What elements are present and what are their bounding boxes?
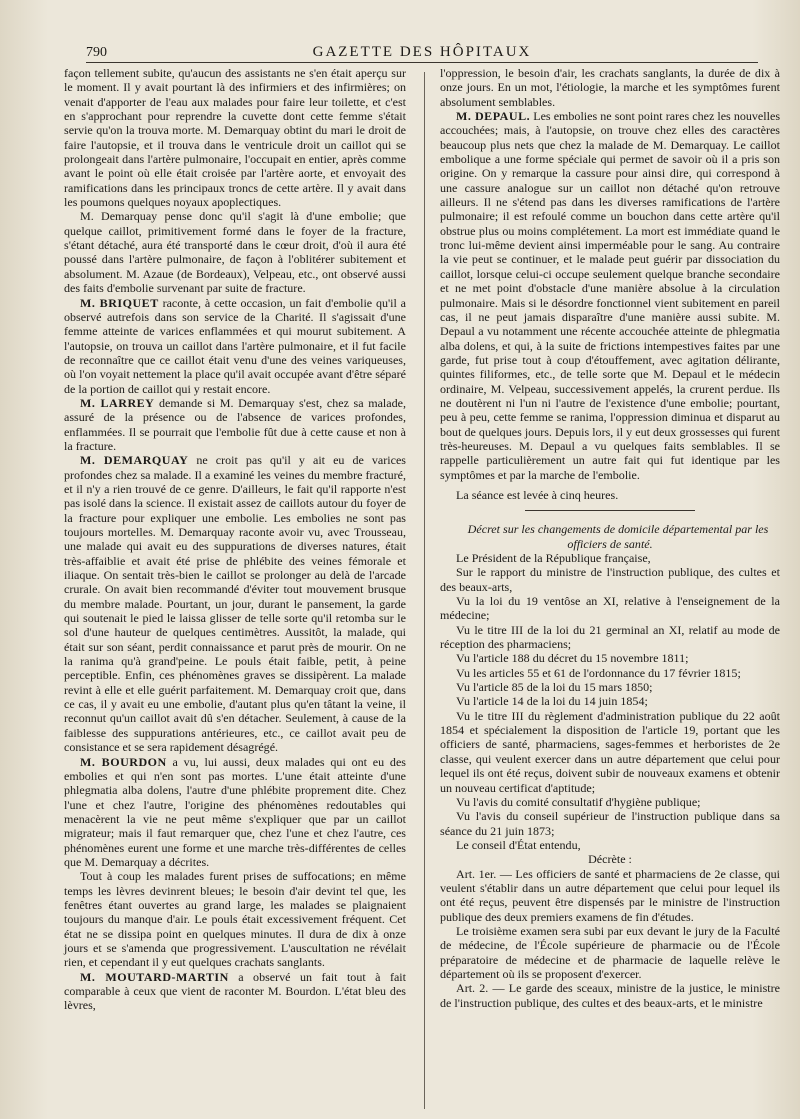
paragraph-text: La séance est levée à cinq heures.	[456, 487, 619, 502]
paragraph	[440, 680, 780, 694]
paragraph-text: demande si M. Demarquay s'est, chez sa malade, assuré de la présence ou de l'absence de varices profondes, enflammées. Il se pourrait que l'embolie fût due à cette cause et non à la fracture.	[64, 395, 407, 453]
paragraph-text: Vu l'avis du conseil supérieur de l'instruction publique dans sa séance du 21 juin 1873;	[440, 809, 780, 838]
paragraph-text: Le conseil d'État entendu,	[456, 837, 581, 852]
paragraph	[440, 981, 780, 1010]
paragraph	[440, 651, 780, 665]
page-header	[86, 40, 758, 63]
paragraph-text: Art. 1er. — Les officiers de santé et pharmaciens de 2e classe, qui veulent s'établir dans un autre département que celui pour lequel ils ont été reçus, peuvent être dispensés par le ministre de l'instruction publique des deux premiers examens de fin d'études.	[440, 866, 780, 924]
paragraph-text: façon tellement subite, qu'aucun des assistants ne s'en était aperçu sur le moment. Il y avait pourtant là des infirmiers et des infirmières; on venait d'apporter de l'eau aux malades pour faire leur toilette, et c'est en s'approchant pour reprendre la cuvette dont cette femme s'était servie qu'on la trouva morte. M. Demarquay obtint du mari le droit de faire l'autopsie, et il trouva dans le ventricule droit un caillot qui se prolongeait dans l'artère pulmonaire, l'occupait en entier, après comme avant le point où elle était croisée par l'artère aorte, et envoyait des ramifications dans les principaux troncs de cette artère. Il y avait dans les poumons quelques noyaux apoplectiques.	[64, 66, 406, 210]
paragraph-text: Vu le titre III du règlement d'administration publique du 22 août 1854 et spécialement la disposition de l'article 19, portant que les officiers de santé, pharmaciens, sages-femmes et herboristes de 2e classe, qui veulent exercer dans un autre département que celui pour lequel ils ont été reçus, doivent subir de nouveaux examens et obtenir un nouveau certificat d'aptitude;	[440, 708, 780, 795]
paragraph-text: Le troisième examen sera subi par eux devant le jury de la Faculté de médecine, de l'École supérieure de pharmacie ou de l'École préparatoire de médecine et de pharmacie de laquelle relève le département où ils se proposent d'exercer.	[440, 923, 780, 981]
paragraph	[440, 838, 780, 852]
paragraph-text: l'oppression, le besoin d'air, les crachats sanglants, la durée de dix à onze jours. En un mot, l'étiologie, la marche et les symptômes furent absolument semblables.	[440, 66, 780, 109]
paragraph-text: Vu le titre III de la loi du 21 germinal an XI, relatif au mode de réception des pharmaciens;	[440, 622, 780, 652]
speaker-name: M. DEPAUL.	[456, 109, 531, 124]
speaker-name: M. BOURDON	[80, 754, 167, 769]
paragraph	[440, 66, 780, 109]
speaker-name: M. MOUTARD-MARTIN	[80, 969, 229, 984]
paragraph	[440, 594, 780, 623]
paragraph	[440, 867, 780, 924]
speaker-name: M. BRIQUET	[80, 295, 159, 310]
paragraph-text: a vu, lui aussi, deux malades qui ont eu des embolies et qui n'en sont pas mortes. L'une était atteinte d'une phlegmatia alba dolens, l'autre d'une phlébite proprement dite. Chez l'une et chez l'autre, l'origine des phénomènes redoutables qui menacèrent la vie ne peut même s'expliquer que par un caillot migrateur; mais il faut remarquer que, chez l'une et chez l'autre, ces phénomènes eurent une forme et une marche très-différentes de celles que M. Demarquay a décrites.	[64, 754, 406, 869]
left-column	[64, 66, 406, 1013]
paragraph	[440, 795, 780, 809]
paragraph	[64, 869, 406, 969]
paragraph	[440, 551, 780, 565]
paragraph	[440, 924, 780, 981]
paragraph-text: M. Demarquay pense donc qu'il s'agit là d'une embolie; que quelque caillot, primitivement formé dans le foyer de la fracture, s'étant détaché, aura été transporté dans le cœur droit, d'où il aura été poussé dans l'artère pulmonaire, de façon à l'oblitérer subitement et absolument. M. Azaue (de Bordeaux), Velpeau, etc., ont observé aussi des faits d'embolie survenant par suite de fracture.	[64, 209, 406, 296]
speaker-name: M. LARREY	[80, 395, 155, 410]
paragraph-text: Vu les articles 55 et 61 de l'ordonnance du 17 février 1815;	[456, 665, 741, 680]
column-divider	[424, 72, 425, 1109]
paragraph-text: raconte, à cette occasion, un fait d'embolie qu'il a observé autrefois dans son service de la Charité. Il s'agissait d'une femme atteinte de varices enflammées et qui mourut subitement. A l'autopsie, on trouva un caillot dans l'artère pulmonaire, et il fut facile de reconnaître que ce caillot était venu d'une des veines variqueuses, où l'on voyait nettement la place qu'il avait occupée avant d'être séparé de la portion de caillot qui y restait encore.	[64, 295, 406, 396]
paragraph-text: Art. 2. — Le garde des sceaux, ministre de la justice, le ministre de l'instruction publique, des cultes et des beaux-arts, et le ministre	[440, 981, 780, 1010]
paragraph-text: Décrète :	[588, 852, 632, 867]
paragraph	[440, 809, 780, 838]
paragraph-text: Le Président de la République française,	[456, 551, 651, 565]
paragraph	[64, 66, 406, 209]
paragraph-text: Vu l'article 85 de la loi du 15 mars 1850;	[456, 680, 653, 695]
paragraph-text: Vu la loi du 19 ventôse an XI, relative à l'enseignement de la médecine;	[440, 594, 780, 623]
paragraph	[64, 209, 406, 295]
paragraph	[64, 970, 406, 1013]
paragraph	[64, 296, 406, 396]
page-number: 790	[86, 45, 107, 60]
paragraph-text: a observé un fait tout à fait comparable à ceux que vient de raconter M. Bourdon. L'état bleu des lèvres,	[64, 969, 406, 1013]
paragraph-text: ne croit pas qu'il y ait eu de varices profondes chez sa malade. Il a examiné les veines du membre fracturé, et il n'y a rien trouvé de ce genre. D'ailleurs, le fait qu'il rapporte n'est pas isolé dans la science. Il existait assez de caillots autour du foyer de la fracture pour expliquer une embolie. Les embolies ne sont pas toujours mortelles. M. Demarquay raconte avoir vu, avec Trousseau, une malade qui avait eu des suppurations de diverses natures, était très-affaiblie et avait été prise de phlébite des veines fémorale et iliaque. On sentait très-bien le caillot se prolonger au delà de l'arcade crurale. On avait bien recommandé d'éviter tout mouvement brusque du membre malade. Pourtant, un jour, durant le pansement, la garde qui soutenait le pied le laissa glisser de telle sorte qu'il retomba sur le sol d'une hauteur de quelques centimètres. Aussitôt, la malade, qui était sur son séant, perdit connaissance et parut près de mourir. On ne la ranima qu'à grand'peine. Le pouls était faible, petit, à peine perceptible. Enfin, ces phénomènes graves se dissipèrent. La malade revint à elle et elle guérit parfaitement. M. Demarquay croit que, dans ce cas, il y avait eu une embolie, d'autant plus qu'en tâtant la veine, il reconnut qu'un caillot avait dû s'en détacher. Seulement, à cause de la faiblesse des suppurations antérieures, etc., ce caillot avait peu de consistance et se sera rapidement désagrégé.	[64, 453, 406, 755]
paragraph-text: Vu l'avis du comité consultatif d'hygiène publique;	[456, 794, 701, 809]
paragraph	[440, 694, 780, 708]
paragraph	[64, 755, 406, 870]
paragraph	[440, 488, 780, 502]
paragraph	[440, 109, 780, 482]
paragraph-text: Sur le rapport du ministre de l'instruction publique, des cultes et des beaux-arts,	[440, 565, 780, 594]
paragraph	[64, 396, 406, 453]
paragraph-text: Décret sur les changements de domicile départemental par les officiers de santé.	[467, 522, 769, 551]
paragraph-text: Les embolies ne sont point rares chez les nouvelles accouchées; mais, à l'autopsie, on trouve chez elles des caractères beaucoup plus nets que chez la malade de M. Demarquay. Le caillot embolique a une forme spéciale qui permet de savoir où il a pris son origine. On y remarque la cassure pour ainsi dire, qui correspond à une cassure analogue sur un caillot non détaché qu'on retrouve ailleurs. Il ne s'étend pas dans les diverses ramifications de l'artère pulmonaire; il est refoulé comme un bouchon dans cette artère qu'il obstrue plus ou moins complétement. La mort est immédiate quand le tronc lui-même devient ainsi imperméable pour le sang. Au contraire la vie peut se continuer, et le malade peut guérir par dissociation du caillot, lorsque celui-ci occupe seulement quelque branche secondaire et ne met point d'obstacle d'une manière absolue à la circulation pulmonaire. Mais si le désordre fonctionnel vient subitement en pareil cas, il ne peut jamais disparaître d'une manière aussi subite. M. Depaul a vu notamment une récente accouchée atteinte de phlegmatia alba dolens, et qui, à la suite de frictions intempestives faites par une garde, fut prise tout à coup d'étouffement, avec agitation délirante, quintes filiformes, etc., de telle sorte que M. Depaul et le médecin ordinaire, M. Velpeau, successivement appelés, la crurent perdue. Ils ne doutèrent ni l'un ni l'autre de l'existence d'une embolie; pourtant, peu à peu, cette femme se ranima, l'oppression diminua et disparut au bout de quelques jours. Depuis lors, il y eut deux grossesses qui furent très-heureuses. M. Depaul a vu quelques faits semblables. Il se rappelle particulièrement un autre fait qui fut identique par les symptômes et par la marche de l'embolie.	[440, 109, 781, 482]
paragraph	[440, 666, 780, 680]
section-separator	[525, 510, 695, 512]
paragraph-text: Vu l'article 14 de la loi du 14 juin 1854;	[456, 694, 648, 709]
newspaper-title: GAZETTE DES HÔPITAUX	[312, 44, 532, 60]
right-column	[440, 66, 780, 1010]
decree-title	[440, 522, 780, 551]
paragraph	[64, 453, 406, 754]
speaker-name: M. DEMARQUAY	[80, 453, 189, 468]
paragraph	[440, 623, 780, 652]
paragraph	[440, 709, 780, 795]
paragraph	[440, 852, 780, 866]
paragraph-text: Vu l'article 188 du décret du 15 novembre 1811;	[456, 651, 689, 666]
paragraph	[440, 565, 780, 594]
paragraph-text: Tout à coup les malades furent prises de suffocations; en même temps les lèvres devinrent bleues; le besoin d'air devint tel que, les fenêtres étant ouvertes au grand large, les malades se plaignaient toujours du manque d'air. Le pouls était excessivement fréquent. Cet état ne se dissipa point en quelques minutes. Il dura de dix à onze jours et se s'amenda que progressivement. L'auscultation ne révélait rien, et cependant il y eut quelques crachats sanglants.	[64, 869, 406, 970]
